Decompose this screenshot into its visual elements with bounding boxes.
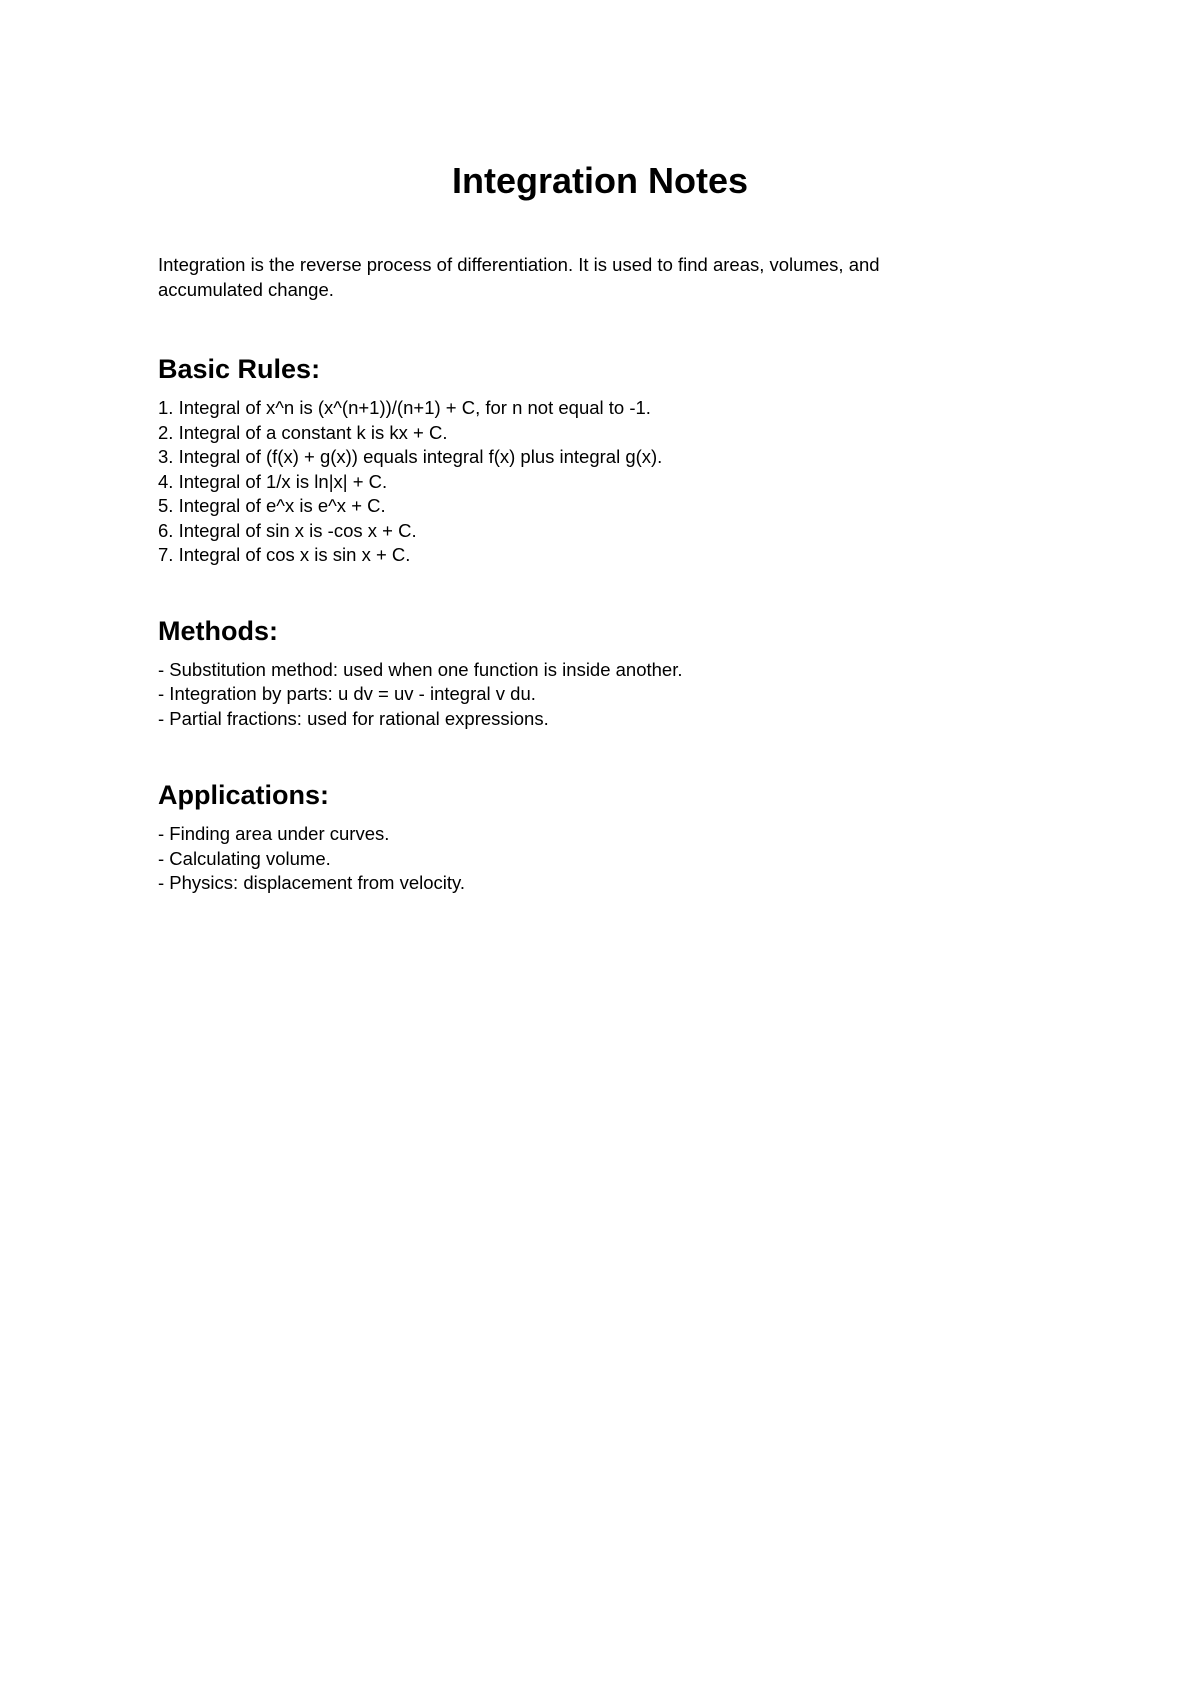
document-body — [158, 252, 978, 896]
list-item: - Substitution method: used when one function is inside another. — [158, 658, 683, 680]
list-item: - Integration by parts: u dv = uv - integral v du. — [158, 683, 536, 704]
section-heading-basic-rules: Basic Rules: — [158, 354, 321, 384]
list-item: 5. Integral of e^x is e^x + C. — [158, 495, 386, 516]
page-title: Integration Notes — [451, 160, 748, 201]
list-item: - Partial fractions: used for rational expressions. — [158, 707, 549, 729]
list-item: 3. Integral of (f(x) + g(x)) equals integral f(x) plus integral g(x). — [158, 446, 663, 467]
list-item: 1. Integral of x^n is (x^(n+1))/(n+1) + C, for n not equal to -1. — [158, 397, 651, 418]
basic-rules-list — [158, 396, 978, 568]
list-item: 7. Integral of cos x is sin x + C. — [158, 544, 411, 565]
list-item: - Calculating volume. — [158, 847, 331, 869]
list-item: 2. Integral of a constant k is kx + C. — [158, 421, 448, 443]
applications-list — [158, 822, 978, 896]
list-item: 6. Integral of sin x is -cos x + C. — [158, 519, 417, 541]
methods-list — [158, 658, 978, 732]
section-heading-applications: Applications: — [158, 780, 330, 810]
list-item: 4. Integral of 1/x is ln|x| + C. — [158, 470, 388, 492]
list-item: - Finding area under curves. — [158, 823, 390, 844]
intro-paragraph: Integration is the reverse process of differentiation. It is used to find areas, volumes, and accumulated change. — [158, 254, 880, 300]
list-item: - Physics: displacement from velocity. — [158, 872, 466, 893]
section-heading-methods: Methods: — [158, 615, 278, 646]
